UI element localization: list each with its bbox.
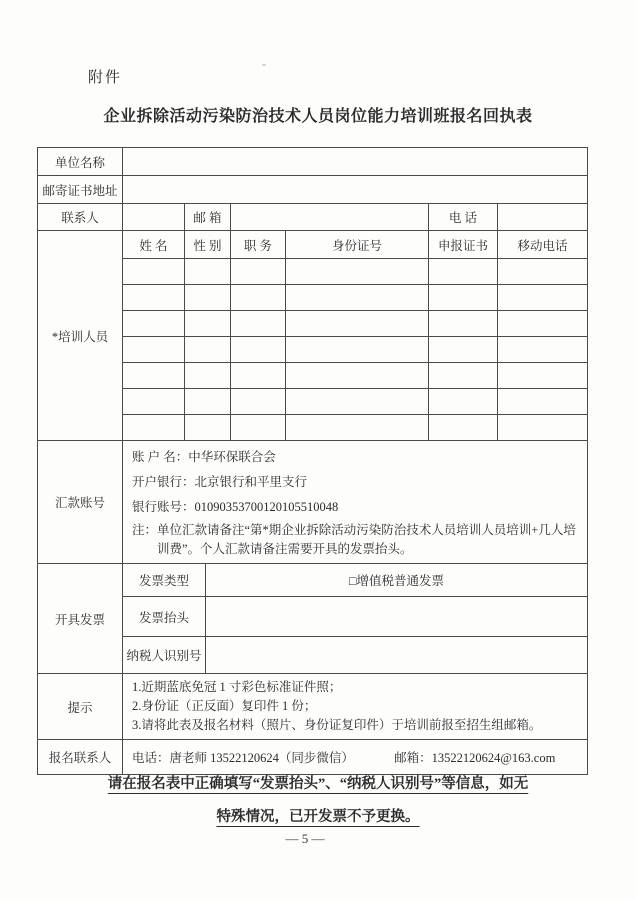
trainee-mobile-cell bbox=[498, 415, 588, 441]
trainee-gender-cell bbox=[185, 337, 231, 363]
trainee-id-cell bbox=[286, 337, 429, 363]
trainee-certificate-cell bbox=[429, 285, 498, 311]
taxpayer-id-label: 纳税人识别号 bbox=[123, 637, 206, 674]
trainee-position-cell bbox=[231, 363, 286, 389]
tip-item-2: 2.身份证（正反面）复印件 1 份； bbox=[132, 699, 317, 713]
contact-name-cell bbox=[123, 204, 185, 231]
invoice-type-value: □增值税普通发票 bbox=[206, 564, 588, 597]
trainee-header-row bbox=[38, 231, 588, 259]
trainee-gender-cell bbox=[185, 311, 231, 337]
taxpayer-id-cell bbox=[206, 637, 588, 674]
trainee-id-cell bbox=[286, 259, 429, 285]
registration-contact-email: 邮箱：13522120624@163.com bbox=[394, 751, 556, 765]
remittance-bank: 开户银行：北京银行和平里支行 bbox=[132, 475, 308, 489]
invoice-type-label: 发票类型 bbox=[123, 564, 206, 597]
registration-contact-phone: 电话：唐老师 13522120624（同步微信） bbox=[132, 751, 354, 765]
trainee-certificate-cell bbox=[429, 389, 498, 415]
tips-row bbox=[38, 674, 588, 740]
trainee-name-cell bbox=[123, 285, 185, 311]
contact-row bbox=[38, 204, 588, 231]
contact-phone-cell bbox=[498, 204, 588, 231]
page-number: — 5 — bbox=[285, 831, 325, 846]
attachment-label: 附件 bbox=[88, 70, 123, 86]
trainee-gender-cell bbox=[185, 363, 231, 389]
trainee-mobile-cell bbox=[498, 259, 588, 285]
company-name-label: 单位名称 bbox=[38, 148, 123, 176]
trainee-id-cell bbox=[286, 311, 429, 337]
trainee-id-cell bbox=[286, 389, 429, 415]
trainee-gender-cell bbox=[185, 285, 231, 311]
mailing-address-value-cell bbox=[123, 176, 588, 204]
trainee-mobile-cell bbox=[498, 311, 588, 337]
tips-content-cell bbox=[123, 674, 588, 740]
trainee-gender-cell bbox=[185, 415, 231, 441]
tip-item-1: 1.近期蓝底免冠 1 寸彩色标准证件照； bbox=[132, 680, 342, 694]
trainees-label: *培训人员 bbox=[38, 231, 123, 441]
trainee-col-position: 职 务 bbox=[231, 231, 286, 259]
trainee-name-cell bbox=[123, 311, 185, 337]
contact-email-cell bbox=[231, 204, 429, 231]
trainee-col-certificate: 申报证书 bbox=[429, 231, 498, 259]
remittance-details-cell bbox=[123, 441, 588, 564]
tips-label: 提示 bbox=[38, 674, 123, 740]
trainee-id-cell bbox=[286, 415, 429, 441]
trainee-certificate-cell bbox=[429, 311, 498, 337]
footer-note-line-2: 特殊情况，已开发票不予更换。 bbox=[216, 809, 420, 825]
trainee-certificate-cell bbox=[429, 363, 498, 389]
trainee-name-cell bbox=[123, 415, 185, 441]
trainee-col-gender: 性 别 bbox=[185, 231, 231, 259]
remittance-account-number: 银行账号：01090353700120105510048 bbox=[132, 500, 339, 514]
page-title: 企业拆除活动污染防治技术人员岗位能力培训班报名回执表 bbox=[103, 108, 533, 125]
trainee-position-cell bbox=[231, 285, 286, 311]
trainee-col-id-number: 身份证号 bbox=[286, 231, 429, 259]
trainee-name-cell bbox=[123, 389, 185, 415]
trainee-col-name: 姓 名 bbox=[123, 231, 185, 259]
mailing-address-row bbox=[38, 176, 588, 204]
mailing-address-label: 邮寄证书地址 bbox=[38, 176, 123, 204]
trainee-mobile-cell bbox=[498, 363, 588, 389]
trainee-mobile-cell bbox=[498, 337, 588, 363]
scan-artifact bbox=[262, 64, 266, 66]
trainee-certificate-cell bbox=[429, 337, 498, 363]
remittance-row bbox=[38, 441, 588, 564]
trainee-name-cell bbox=[123, 337, 185, 363]
registration-contact-label: 报名联系人 bbox=[38, 740, 123, 775]
remittance-label: 汇款账号 bbox=[38, 441, 123, 564]
trainee-certificate-cell bbox=[429, 259, 498, 285]
trainee-position-cell bbox=[231, 337, 286, 363]
invoice-label: 开具发票 bbox=[38, 564, 123, 674]
company-name-value-cell bbox=[123, 148, 588, 176]
contact-phone-label: 电 话 bbox=[429, 204, 498, 231]
trainee-gender-cell bbox=[185, 259, 231, 285]
trainee-position-cell bbox=[231, 415, 286, 441]
trainee-name-cell bbox=[123, 259, 185, 285]
tip-item-3: 3.请将此表及报名材料（照片、身份证复印件）于培训前报至招生组邮箱。 bbox=[132, 718, 542, 732]
footer-note bbox=[0, 768, 636, 834]
trainee-position-cell bbox=[231, 259, 286, 285]
footer-note-line-1: 请在报名表中正确填写“发票抬头”、“纳税人识别号”等信息，如无 bbox=[107, 776, 529, 792]
invoice-title-cell bbox=[206, 597, 588, 637]
trainee-certificate-cell bbox=[429, 415, 498, 441]
trainee-col-mobile: 移动电话 bbox=[498, 231, 588, 259]
trainee-position-cell bbox=[231, 389, 286, 415]
trainee-mobile-cell bbox=[498, 389, 588, 415]
registration-form-table bbox=[37, 147, 588, 775]
trainee-id-cell bbox=[286, 363, 429, 389]
invoice-title-label: 发票抬头 bbox=[123, 597, 206, 637]
contact-label: 联系人 bbox=[38, 204, 123, 231]
trainee-position-cell bbox=[231, 311, 286, 337]
remittance-account-name: 账 户 名：中华环保联合会 bbox=[132, 450, 276, 464]
trainee-id-cell bbox=[286, 285, 429, 311]
remittance-note: 注：单位汇款请备注“第*期企业拆除活动污染防治技术人员培训人员培训+几人培训费”。个人汇款请备注需要开具的发票抬头。 bbox=[132, 523, 576, 556]
invoice-type-row bbox=[38, 564, 588, 597]
contact-email-label: 邮 箱 bbox=[185, 204, 231, 231]
company-name-row bbox=[38, 148, 588, 176]
trainee-mobile-cell bbox=[498, 285, 588, 311]
trainee-name-cell bbox=[123, 363, 185, 389]
trainee-gender-cell bbox=[185, 389, 231, 415]
